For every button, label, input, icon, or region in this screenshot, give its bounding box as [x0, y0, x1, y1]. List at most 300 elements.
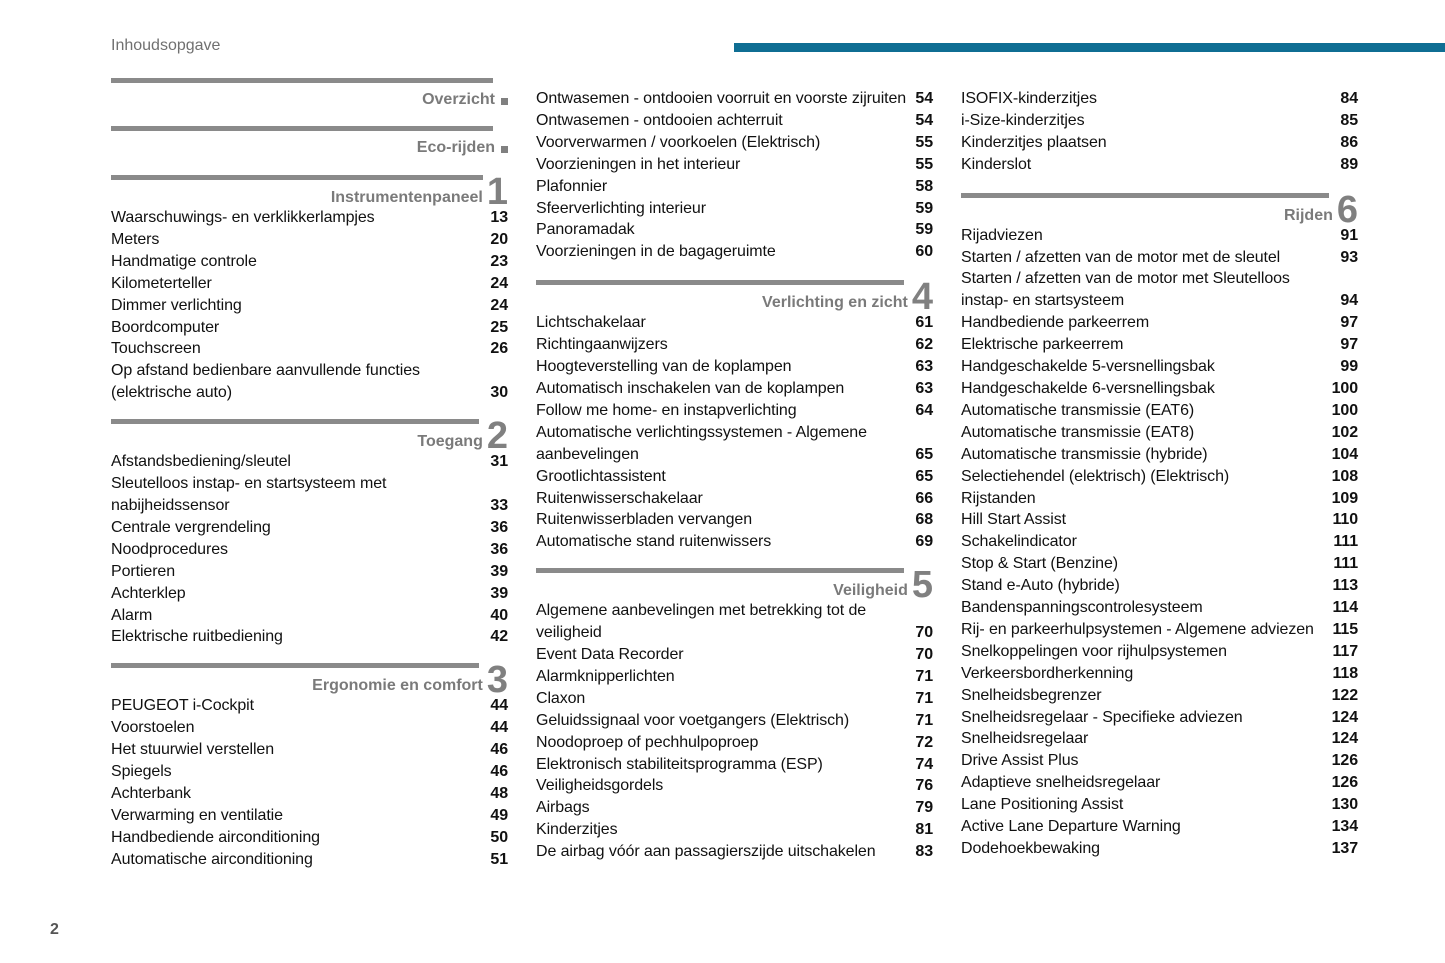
toc-list: [536, 88, 933, 263]
section-title: Overzicht: [422, 91, 495, 108]
toc-entry[interactable]: [111, 273, 508, 295]
toc-entry-title: Automatische transmissie (EAT8): [961, 423, 1195, 441]
toc-entry[interactable]: [961, 641, 1358, 663]
toc-entry-page: 114: [1332, 599, 1358, 617]
toc-entry-page: 65: [915, 445, 933, 463]
toc-entry[interactable]: [536, 110, 933, 132]
toc-entry-page: 50: [490, 828, 508, 846]
toc-entry-title: Achterklep: [111, 584, 186, 602]
section-rule: [961, 193, 1329, 198]
toc-list: [111, 207, 508, 404]
toc-entry-page: 134: [1331, 818, 1358, 836]
toc-entry-page: 126: [1331, 774, 1358, 792]
toc-entry[interactable]: [536, 219, 933, 241]
toc-entry-title: Stand e-Auto (hybride): [961, 577, 1120, 595]
toc-entry[interactable]: [111, 849, 508, 871]
section-title: Verlichting en zicht: [762, 294, 908, 312]
toc-entry-page: 13: [490, 209, 508, 226]
header-accent-bar: [734, 43, 1445, 52]
toc-entry-title: Schakelindicator: [961, 533, 1077, 551]
toc-entry-page: 97: [1340, 336, 1358, 354]
toc-entry-page: 109: [1331, 489, 1358, 507]
toc-entry[interactable]: [961, 225, 1358, 247]
toc-entry[interactable]: [111, 739, 508, 761]
section-rule: [111, 78, 493, 83]
section-number: 6: [1336, 188, 1358, 231]
toc-entry-page: 94: [1340, 292, 1358, 310]
toc-entry-title: PEUGEOT i-Cockpit: [111, 697, 254, 715]
toc-entry-page: 71: [915, 667, 933, 685]
toc-entry-title: Kinderzitjes plaatsen: [961, 133, 1107, 151]
section-number: 3: [486, 659, 508, 702]
toc-entry-page: 118: [1332, 664, 1358, 682]
section-1: [111, 171, 508, 404]
toc-entry-page: 30: [490, 384, 508, 402]
toc-entry[interactable]: [111, 539, 508, 561]
toc-entry-title: Hill Start Assist: [961, 511, 1066, 529]
toc-entry[interactable]: [536, 666, 933, 688]
toc-entry[interactable]: [111, 517, 508, 539]
toc-entry-title: Rijstanden: [961, 489, 1036, 507]
toc-entry-title: Verkeersbordherkenning: [961, 664, 1134, 682]
toc-entry[interactable]: [111, 338, 508, 360]
toc-entry-page: 54: [915, 111, 933, 129]
toc-entry-title: Selectiehendel (elektrisch) (Elektrisch): [961, 467, 1230, 485]
toc-entry-page: 124: [1331, 730, 1358, 748]
toc-list: [536, 600, 933, 863]
toc-entry-title: Automatische transmissie (hybride): [961, 445, 1208, 463]
toc-entry[interactable]: [536, 841, 933, 863]
section-2: [111, 415, 508, 648]
toc-entry-page: 70: [915, 646, 933, 664]
toc-entry-page: 31: [490, 453, 508, 471]
section-number: 1: [486, 171, 508, 213]
toc-entry-page: 84: [1340, 90, 1358, 107]
toc-entry[interactable]: [536, 334, 933, 356]
toc-entry-page: 72: [915, 733, 933, 751]
toc-entry-title: Noodprocedures: [111, 540, 228, 558]
toc-entry-title: Achterbank: [111, 784, 191, 802]
toc-entry-page: 54: [915, 90, 933, 107]
section-title: Toegang: [417, 433, 483, 451]
section-overzicht[interactable]: [111, 78, 508, 109]
toc-entry-page: 46: [490, 763, 508, 781]
toc-entry[interactable]: [111, 451, 508, 473]
toc-entry-title: Plafonnier: [536, 177, 608, 195]
toc-entry[interactable]: [536, 819, 933, 841]
toc-entry[interactable]: [961, 444, 1358, 466]
section-number: 2: [486, 415, 508, 458]
section-title: Ergonomie en comfort: [312, 677, 483, 695]
toc-entry-page: 100: [1331, 401, 1358, 419]
toc-entry[interactable]: [961, 575, 1358, 597]
toc-entry-page: 70: [915, 624, 933, 642]
toc-entry[interactable]: [961, 619, 1358, 641]
toc-entry-title: Automatische transmissie (EAT6): [961, 401, 1195, 419]
section-title: Eco-rijden: [416, 139, 495, 156]
toc-entry-title: Veiligheidsgordels: [536, 777, 664, 795]
toc-entry-page: 74: [915, 755, 933, 773]
toc-entry[interactable]: [111, 626, 508, 648]
toc-entry[interactable]: [536, 710, 933, 732]
section-rule: [111, 126, 493, 131]
toc-entry[interactable]: [536, 132, 933, 154]
toc-entry-page: 68: [915, 511, 933, 529]
toc-entry-title: Ruitenwisserschakelaar: [536, 489, 703, 507]
toc-entry[interactable]: [111, 207, 508, 229]
toc-entry-title: Ontwasemen - ontdooien achterruit: [536, 111, 783, 129]
toc-entry-title: Rijadviezen: [961, 226, 1043, 244]
toc-entry[interactable]: [961, 707, 1358, 729]
toc-entry[interactable]: [536, 488, 933, 510]
toc-entry-title: Snelheidsregelaar: [961, 730, 1089, 748]
toc-entry-page: 104: [1331, 445, 1358, 463]
toc-entry[interactable]: [961, 312, 1358, 334]
section-6: [961, 188, 1358, 860]
toc-entry-page: 126: [1331, 752, 1358, 770]
toc-entry[interactable]: [961, 531, 1358, 553]
toc-entry[interactable]: [111, 360, 508, 404]
toc-entry-page: 79: [915, 799, 933, 817]
toc-entry-page: 66: [915, 489, 933, 507]
toc-entry-title: Elektrische parkeerrem: [961, 336, 1124, 354]
toc-entry[interactable]: [111, 783, 508, 805]
toc-entry-page: 49: [490, 806, 508, 824]
section-number: 5: [911, 564, 933, 607]
toc-entry-page: 111: [1333, 555, 1358, 573]
toc-entry-title: Geluidssignaal voor voetgangers (Elektrisch): [536, 711, 850, 729]
toc-entry[interactable]: [111, 583, 508, 605]
toc-entry-page: 25: [490, 318, 508, 336]
toc-entry-page: 58: [915, 177, 933, 195]
toc-entry[interactable]: [111, 717, 508, 739]
toc-entry-page: 91: [1340, 226, 1358, 244]
section-rule: [536, 280, 904, 285]
toc-entry-page: 83: [915, 843, 933, 861]
toc-entry-title: Starten / afzetten van de motor met de sleutel: [961, 248, 1281, 266]
toc-entry-title: Ruitenwisserbladen vervangen: [536, 511, 752, 529]
toc-entry[interactable]: [961, 728, 1358, 750]
toc-entry[interactable]: [536, 531, 933, 553]
toc-entry[interactable]: [111, 229, 508, 251]
toc-entry-title: Follow me home- en instapverlichting: [536, 401, 797, 419]
toc-entry-title: Voorstoelen: [111, 719, 195, 737]
toc-entry-page: 63: [915, 379, 933, 397]
toc-entry[interactable]: [536, 732, 933, 754]
toc-entry-title: Meters: [111, 230, 160, 248]
page-header-title: Inhoudsopgave: [111, 37, 221, 54]
toc-entry-page: 33: [490, 496, 508, 514]
toc-entry-title: Spiegels: [111, 763, 172, 781]
toc-entry-page: 61: [915, 314, 933, 332]
toc-entry[interactable]: [961, 378, 1358, 400]
toc-entry-title: Sleutelloos instap- en startsysteem met nabijheidssensor: [111, 475, 387, 514]
toc-entry[interactable]: [961, 816, 1358, 838]
section-5: [536, 564, 933, 863]
toc-entry-title: Snelheidsbegrenzer: [961, 686, 1102, 704]
toc-entry[interactable]: [961, 132, 1358, 154]
toc-entry[interactable]: [536, 356, 933, 378]
toc-entry-page: 71: [915, 711, 933, 729]
toc-entry[interactable]: [111, 561, 508, 583]
toc-entry-title: Automatische verlichtingssystemen - Algemene aanbevelingen: [536, 423, 867, 463]
toc-entry[interactable]: [111, 605, 508, 627]
toc-entry[interactable]: [961, 838, 1358, 860]
toc-entry-page: 36: [490, 540, 508, 558]
toc-entry-title: Voorzieningen in het interieur: [536, 155, 741, 173]
toc-entry-title: Dodehoekbewaking: [961, 840, 1100, 857]
toc-entry-title: Panoramadak: [536, 221, 635, 239]
toc-entry[interactable]: [536, 509, 933, 531]
toc-entry[interactable]: [961, 110, 1358, 132]
toc-entry[interactable]: [961, 466, 1358, 488]
toc-entry-page: 44: [490, 697, 508, 715]
toc-entry-page: 69: [915, 533, 933, 551]
toc-entry[interactable]: [536, 797, 933, 819]
toc-entry[interactable]: [536, 400, 933, 422]
toc-entry-page: 81: [915, 821, 933, 839]
toc-entry[interactable]: [536, 688, 933, 710]
toc-entry-page: 102: [1331, 423, 1358, 441]
toc-entry-title: Lichtschakelaar: [536, 314, 646, 332]
toc-column-3: [961, 88, 1358, 860]
toc-entry[interactable]: [536, 198, 933, 220]
toc-entry-page: 89: [1340, 155, 1358, 173]
toc-entry-title: Stop & Start (Benzine): [961, 555, 1118, 573]
section-rule: [536, 568, 904, 573]
toc-entry-title: Voorverwarmen / voorkoelen (Elektrisch): [536, 133, 821, 151]
toc-entry-page: 85: [1340, 111, 1358, 129]
section-title: Instrumentenpaneel: [330, 189, 483, 206]
square-bullet-icon: [501, 98, 508, 105]
toc-entry-page: 108: [1331, 467, 1358, 485]
toc-entry-title: ISOFIX-kinderzitjes: [961, 90, 1097, 107]
toc-entry-page: 55: [915, 155, 933, 173]
toc-entry[interactable]: [961, 268, 1358, 312]
section-rule: [111, 419, 479, 424]
toc-entry[interactable]: [536, 775, 933, 797]
toc-entry-title: Hoogteverstelling van de koplampen: [536, 358, 792, 376]
section-header: [111, 132, 508, 157]
toc-entry-page: 76: [915, 777, 933, 795]
toc-entry[interactable]: [961, 597, 1358, 619]
toc-entry-title: Portieren: [111, 562, 176, 580]
section-rule: [111, 175, 483, 180]
toc-entry-title: Adaptieve snelheidsregelaar: [961, 774, 1161, 792]
toc-entry-page: 124: [1331, 708, 1358, 726]
toc-entry-title: Boordcomputer: [111, 318, 220, 336]
toc-entry-page: 39: [490, 584, 508, 602]
toc-entry[interactable]: [111, 827, 508, 849]
toc-entry-title: Bandenspanningscontrolesysteem: [961, 599, 1203, 617]
toc-entry[interactable]: [536, 378, 933, 400]
toc-entry[interactable]: [961, 794, 1358, 816]
toc-entry[interactable]: [961, 356, 1358, 378]
toc-entry[interactable]: [961, 422, 1358, 444]
toc-entry[interactable]: [536, 312, 933, 334]
toc-entry[interactable]: [111, 295, 508, 317]
toc-entry-title: Algemene aanbevelingen met betrekking tot de veiligheid: [536, 602, 867, 642]
toc-entry-page: 62: [915, 336, 933, 354]
toc-entry[interactable]: [961, 750, 1358, 772]
toc-entry-title: Alarm: [111, 606, 153, 624]
toc-entry-page: 44: [490, 719, 508, 737]
toc-list: [961, 88, 1358, 176]
toc-entry-page: 40: [490, 606, 508, 624]
toc-entry-title: Afstandsbediening/sleutel: [111, 453, 291, 471]
section-title: Veiligheid: [833, 582, 908, 600]
toc-entry-title: Touchscreen: [111, 340, 201, 358]
toc-entry-page: 71: [915, 689, 933, 707]
toc-entry-page: 99: [1340, 358, 1358, 376]
section-eco-rijden[interactable]: [111, 126, 508, 157]
toc-entry-page: 111: [1333, 533, 1358, 551]
toc-entry-title: Handgeschakelde 5-versnellingsbak: [961, 358, 1215, 376]
toc-entry[interactable]: [961, 247, 1358, 269]
toc-entry-page: 117: [1332, 642, 1358, 660]
toc-entry[interactable]: [536, 754, 933, 776]
toc-entry-page: 51: [490, 850, 508, 868]
toc-entry-page: 36: [490, 518, 508, 536]
toc-entry[interactable]: [961, 488, 1358, 510]
toc-entry-page: 130: [1331, 796, 1358, 814]
toc-entry-title: Handbediende airconditioning: [111, 828, 320, 846]
toc-entry-title: Ontwasemen - ontdooien voorruit en voorste zijruiten: [536, 90, 907, 107]
toc-entry-title: Lane Positioning Assist: [961, 796, 1124, 814]
toc-entry-page: 23: [490, 252, 508, 270]
toc-entry[interactable]: [111, 317, 508, 339]
page-number: 2: [50, 921, 59, 938]
toc-list: [536, 312, 933, 553]
toc-entry-title: Noodoproep of pechhulpoproep: [536, 733, 759, 751]
toc-entry[interactable]: [536, 422, 933, 466]
toc-entry-title: Op afstand bedienbare aanvullende functies (elektrische auto): [111, 362, 420, 402]
toc-entry-title: Sfeerverlichting interieur: [536, 199, 706, 217]
toc-entry-page: 100: [1331, 379, 1358, 397]
toc-entry[interactable]: [961, 553, 1358, 575]
toc-entry-title: Automatische airconditioning: [111, 850, 313, 868]
section-number: 4: [911, 276, 933, 319]
toc-entry-page: 113: [1332, 577, 1358, 595]
toc-entry[interactable]: [536, 154, 933, 176]
toc-entry[interactable]: [111, 761, 508, 783]
toc-entry-page: 60: [915, 243, 933, 261]
toc-entry[interactable]: [536, 466, 933, 488]
toc-entry[interactable]: [536, 644, 933, 666]
toc-entry-page: 24: [490, 296, 508, 314]
toc-entry-title: Grootlichtassistent: [536, 467, 666, 485]
toc-list: [961, 225, 1358, 860]
toc-entry[interactable]: [536, 88, 933, 110]
toc-entry-title: Dimmer verlichting: [111, 296, 242, 314]
section-header: [111, 84, 508, 109]
toc-entry-page: 55: [915, 133, 933, 151]
toc-entry-page: 97: [1340, 314, 1358, 332]
toc-entry-page: 59: [915, 199, 933, 217]
toc-entry-title: Snelkoppelingen voor rijhulpsystemen: [961, 642, 1227, 660]
toc-entry[interactable]: [961, 685, 1358, 707]
toc-entry-title: Elektronisch stabiliteitsprogramma (ESP): [536, 755, 823, 773]
toc-entry[interactable]: [961, 88, 1358, 110]
section-3: [111, 659, 508, 870]
toc-entry[interactable]: [536, 241, 933, 263]
toc-entry-page: 93: [1340, 248, 1358, 266]
toc-entry[interactable]: [111, 251, 508, 273]
toc-entry-title: Richtingaanwijzers: [536, 336, 668, 354]
toc-entry-title: Drive Assist Plus: [961, 752, 1079, 770]
toc-list: [111, 451, 508, 648]
square-bullet-icon: [501, 146, 508, 153]
toc-entry-page: 122: [1331, 686, 1358, 704]
toc-entry-title: Kilometerteller: [111, 274, 212, 292]
toc-entry-title: Claxon: [536, 689, 586, 707]
toc-entry[interactable]: [961, 154, 1358, 176]
toc-entry-title: Handgeschakelde 6-versnellingsbak: [961, 379, 1215, 397]
toc-entry-title: Automatisch inschakelen van de koplampen: [536, 379, 845, 397]
toc-entry[interactable]: [111, 695, 508, 717]
toc-entry-title: Elektrische ruitbediening: [111, 628, 283, 646]
toc-entry-title: De airbag vóór aan passagierszijde uitschakelen: [536, 843, 876, 861]
toc-column-1: [111, 78, 508, 871]
toc-entry-title: Voorzieningen in de bagageruimte: [536, 243, 776, 261]
section-4: [536, 276, 933, 553]
toc-entry-page: 48: [490, 784, 508, 802]
toc-entry[interactable]: [961, 334, 1358, 356]
toc-entry-title: Handbediende parkeerrem: [961, 314, 1150, 332]
toc-entry[interactable]: [961, 772, 1358, 794]
toc-list: [111, 695, 508, 870]
toc-entry-title: Rij- en parkeerhulpsystemen - Algemene adviezen: [961, 620, 1314, 638]
toc-entry-title: Alarmknipperlichten: [536, 667, 675, 685]
toc-entry-page: 39: [490, 562, 508, 580]
toc-entry-page: 115: [1332, 620, 1358, 638]
toc-entry-title: Kinderzitjes: [536, 821, 618, 839]
toc-entry-title: Automatische stand ruitenwissers: [536, 533, 772, 551]
toc-entry-title: Airbags: [536, 799, 590, 817]
toc-entry-page: 63: [915, 358, 933, 376]
toc-entry-page: 65: [915, 467, 933, 485]
toc-entry-title: Verwarming en ventilatie: [111, 806, 283, 824]
toc-entry-page: 24: [490, 274, 508, 292]
toc-entry-title: Kinderslot: [961, 155, 1032, 173]
toc-entry-page: 20: [490, 230, 508, 248]
toc-entry-page: 64: [915, 401, 933, 419]
toc-entry-title: Centrale vergrendeling: [111, 518, 271, 536]
toc-entry-title: Starten / afzetten van de motor met Sleutelloos instap- en startsysteem: [961, 270, 1290, 310]
toc-column-2: [536, 88, 933, 863]
toc-entry[interactable]: [111, 473, 508, 517]
toc-entry[interactable]: [961, 509, 1358, 531]
toc-entry-page: 42: [490, 628, 508, 646]
toc-entry-title: Het stuurwiel verstellen: [111, 741, 274, 759]
toc-entry-page: 110: [1332, 511, 1358, 529]
toc-entry[interactable]: [961, 400, 1358, 422]
toc-entry[interactable]: [961, 663, 1358, 685]
toc-entry-title: Active Lane Departure Warning: [961, 818, 1181, 836]
toc-entry-title: Handmatige controle: [111, 252, 257, 270]
toc-entry[interactable]: [536, 176, 933, 198]
toc-entry-page: 86: [1340, 133, 1358, 151]
section-title: Rijden: [1283, 206, 1333, 224]
toc-entry-page: 137: [1331, 840, 1358, 857]
toc-entry[interactable]: [536, 600, 933, 644]
toc-entry-title: Snelheidsregelaar - Specifieke adviezen: [961, 708, 1243, 726]
toc-entry-page: 46: [490, 741, 508, 759]
toc-entry[interactable]: [111, 805, 508, 827]
section-rule: [111, 663, 479, 668]
toc-entry-title: Event Data Recorder: [536, 646, 684, 664]
toc-entry-page: 26: [490, 340, 508, 358]
